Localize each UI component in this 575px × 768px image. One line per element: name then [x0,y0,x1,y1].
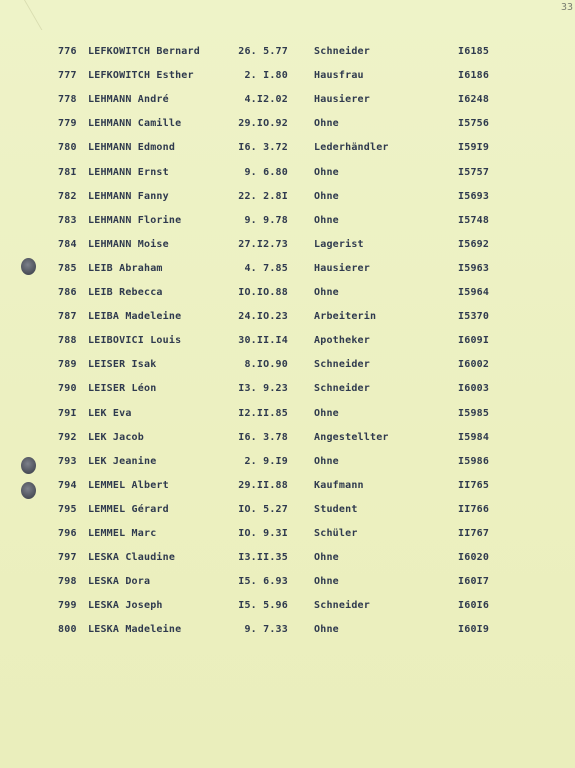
birth-date: 9. 6.80 [244,166,288,178]
record-id: I5748 [458,214,490,226]
person-name: LEMMEL Albert [88,479,169,491]
table-row [0,408,575,424]
row-number: 790 [58,383,77,395]
table-row [0,94,575,110]
birth-date: IO. 5.27 [238,503,288,515]
occupation: Schneider [314,359,370,371]
occupation: Ohne [314,407,339,419]
occupation: Schneider [314,383,370,395]
person-name: LEIB Rebecca [88,287,163,298]
person-name: LEK Eva [88,407,132,419]
occupation: Lagerist [314,238,364,250]
occupation: Angestellter [314,431,389,443]
occupation: Ohne [314,166,339,178]
page-number: 33 [560,2,573,13]
record-id: II765 [458,479,490,491]
row-number: 780 [58,142,77,154]
birth-date: I3. 9.23 [238,383,288,395]
table-row [0,359,575,375]
row-number: 784 [58,238,77,250]
person-name: LESKA Madeleine [88,624,182,636]
table-row [0,46,575,62]
person-name: LEK Jeanine [88,455,157,467]
person-name: LEHMANN Florine [88,214,182,226]
row-number: 776 [58,46,77,57]
occupation: Schüler [314,528,358,539]
record-id: I60I6 [458,600,490,612]
record-id: I6020 [458,552,490,564]
birth-date: 2. 9.I9 [244,455,288,467]
record-id: I5964 [458,287,490,298]
person-name: LESKA Joseph [88,600,163,612]
person-name: LEIBOVICI Louis [88,335,182,347]
table-row [0,311,575,327]
occupation: Kaufmann [314,479,364,491]
table-row [0,480,575,496]
record-id: II767 [458,528,490,539]
birth-date: 30.II.I4 [238,335,288,347]
table-row [0,528,575,544]
birth-date: 29.II.88 [238,479,288,491]
person-name: LEMMEL Marc [88,528,157,539]
table-row [0,263,575,279]
row-number: 792 [58,431,77,443]
row-number: 778 [58,94,77,106]
birth-date: 22. 2.8I [238,190,288,202]
row-number: 795 [58,503,77,515]
record-id: I6185 [458,46,490,57]
person-name: LEISER Léon [88,383,157,395]
record-id: II766 [458,503,490,515]
row-number: 800 [58,624,77,636]
birth-date: 2. I.80 [244,70,288,82]
person-name: LESKA Dora [88,576,151,588]
person-name: LEHMANN André [88,94,169,106]
row-number: 799 [58,600,77,612]
row-number: 796 [58,528,77,539]
table-row [0,576,575,592]
table-row [0,118,575,134]
row-number: 797 [58,552,77,564]
occupation: Hausierer [314,262,370,274]
occupation: Arbeiterin [314,311,377,323]
table-row [0,167,575,183]
birth-date: I2.II.85 [238,407,288,419]
row-number: 786 [58,287,77,298]
occupation: Ohne [314,455,339,467]
person-name: LEK Jacob [88,431,144,443]
person-name: LEMMEL Gérard [88,503,169,515]
occupation: Schneider [314,600,370,612]
birth-date: I5. 6.93 [238,576,288,588]
table-row [0,456,575,472]
record-id: I5693 [458,190,490,202]
row-number: 789 [58,359,77,371]
birth-date: 9. 7.33 [244,624,288,636]
table-row [0,215,575,231]
person-name: LEHMANN Moise [88,238,169,250]
record-id: I6003 [458,383,490,395]
occupation: Ohne [314,214,339,226]
birth-date: 29.IO.92 [238,118,288,130]
birth-date: I6. 3.78 [238,431,288,443]
record-id: I5985 [458,407,490,419]
record-id: I59I9 [458,142,490,154]
birth-date: 26. 5.77 [238,46,288,57]
record-id: I5757 [458,166,490,178]
row-number: 785 [58,262,77,274]
row-number: 783 [58,214,77,226]
birth-date: 4.I2.02 [244,94,288,106]
record-id: I5963 [458,262,490,274]
record-id: I609I [458,335,490,347]
occupation: Hausfrau [314,70,364,82]
occupation: Ohne [314,118,339,130]
table-row [0,239,575,255]
row-number: 798 [58,576,77,588]
row-number: 79I [58,407,77,419]
table-row [0,191,575,207]
record-id: I5984 [458,431,490,443]
person-name: LEHMANN Fanny [88,190,169,202]
person-name: LEISER Isak [88,359,157,371]
table-row [0,600,575,616]
person-name: LESKA Claudine [88,552,176,564]
row-number: 788 [58,335,77,347]
occupation: Hausierer [314,94,370,106]
birth-date: IO. 9.3I [238,528,288,539]
person-name: LEFKOWITCH Bernard [88,46,200,57]
person-name: LEHMANN Camille [88,118,182,130]
paper-fold-mark [0,0,42,30]
occupation: Ohne [314,552,339,564]
birth-date: 4. 7.85 [244,262,288,274]
table-row [0,287,575,303]
table-row [0,552,575,568]
occupation: Apotheker [314,335,370,347]
row-number: 793 [58,455,77,467]
table-row [0,142,575,158]
record-id: I5370 [458,311,490,323]
table-row [0,504,575,520]
row-number: 787 [58,311,77,323]
record-id: I5986 [458,455,490,467]
person-name: LEIBA Madeleine [88,311,182,323]
record-id: I6248 [458,94,490,106]
record-id: I6186 [458,70,490,82]
row-number: 777 [58,70,77,82]
record-id: I5756 [458,118,490,130]
record-id: I5692 [458,238,490,250]
record-id: I60I9 [458,624,490,636]
row-number: 779 [58,118,77,130]
occupation: Ohne [314,576,339,588]
table-row [0,335,575,351]
record-id: I60I7 [458,576,490,588]
occupation: Ohne [314,190,339,202]
occupation: Schneider [314,46,370,57]
row-number: 782 [58,190,77,202]
record-id: I6002 [458,359,490,371]
birth-date: I5. 5.96 [238,600,288,612]
table-row [0,383,575,399]
table-row [0,70,575,86]
birth-date: 8.IO.90 [244,359,288,371]
birth-date: IO.IO.88 [238,287,288,298]
table-row [0,432,575,448]
birth-date: 9. 9.78 [244,214,288,226]
table-row [0,624,575,640]
occupation: Ohne [314,624,339,636]
person-name: LEHMANN Ernst [88,166,169,178]
birth-date: 27.I2.73 [238,238,288,250]
person-name: LEIB Abraham [88,262,163,274]
person-name: LEHMANN Edmond [88,142,176,154]
occupation: Ohne [314,287,339,298]
person-name: LEFKOWITCH Esther [88,70,194,82]
occupation: Student [314,503,358,515]
birth-date: 24.IO.23 [238,311,288,323]
birth-date: I6. 3.72 [238,142,288,154]
row-number: 794 [58,479,77,491]
row-number: 78I [58,166,77,178]
occupation: Lederhändler [314,142,389,154]
birth-date: I3.II.35 [238,552,288,564]
